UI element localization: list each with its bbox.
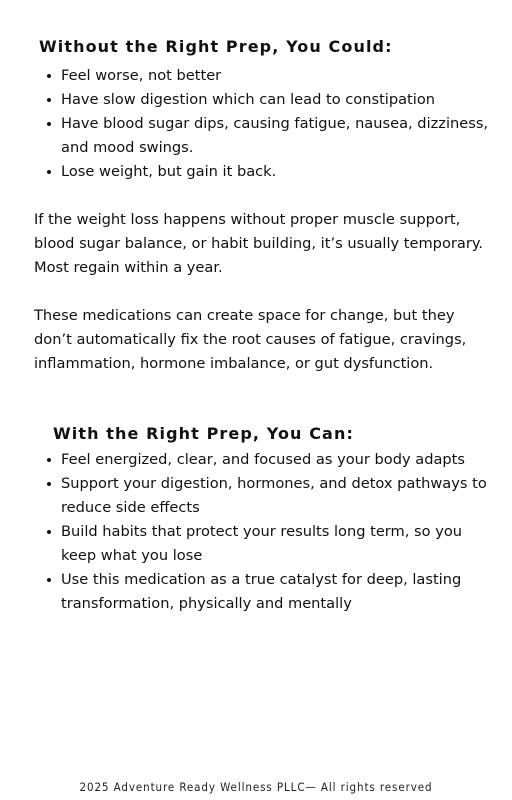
- heading-without-prep: Without the Right Prep, You Could:: [39, 37, 393, 56]
- list-item: Build habits that protect your results long term, so you keep what you lose: [61, 520, 501, 568]
- with-prep-list: [61, 448, 501, 616]
- list-item: Have blood sugar dips, causing fatigue, nausea, dizziness, and mood swings.: [61, 112, 501, 160]
- heading-with-prep: With the Right Prep, You Can:: [53, 424, 354, 443]
- list-item: Use this medication as a true catalyst for deep, lasting transformation, physically and mentally: [61, 568, 501, 616]
- paragraph-medications: These medications can create space for change, but they don’t automatically fix the root causes of fatigue, cravings, inflammation, hormone imbalance, or gut dysfunction.: [34, 307, 467, 372]
- copyright-footer: 2025 Adventure Ready Wellness PLLC— All rights reserved: [79, 780, 433, 794]
- list-item: Lose weight, but gain it back.: [61, 160, 501, 184]
- list-item: Support your digestion, hormones, and detox pathways to reduce side effects: [61, 472, 501, 520]
- list-item: Have slow digestion which can lead to constipation: [61, 88, 501, 112]
- paragraph-weight-loss: If the weight loss happens without proper muscle support, blood sugar balance, or habit building, it’s usually temporary. Most regain within a year.: [34, 211, 484, 276]
- list-item: Feel worse, not better: [61, 64, 501, 88]
- list-item: Feel energized, clear, and focused as your body adapts: [61, 448, 501, 472]
- without-prep-list: [61, 64, 501, 184]
